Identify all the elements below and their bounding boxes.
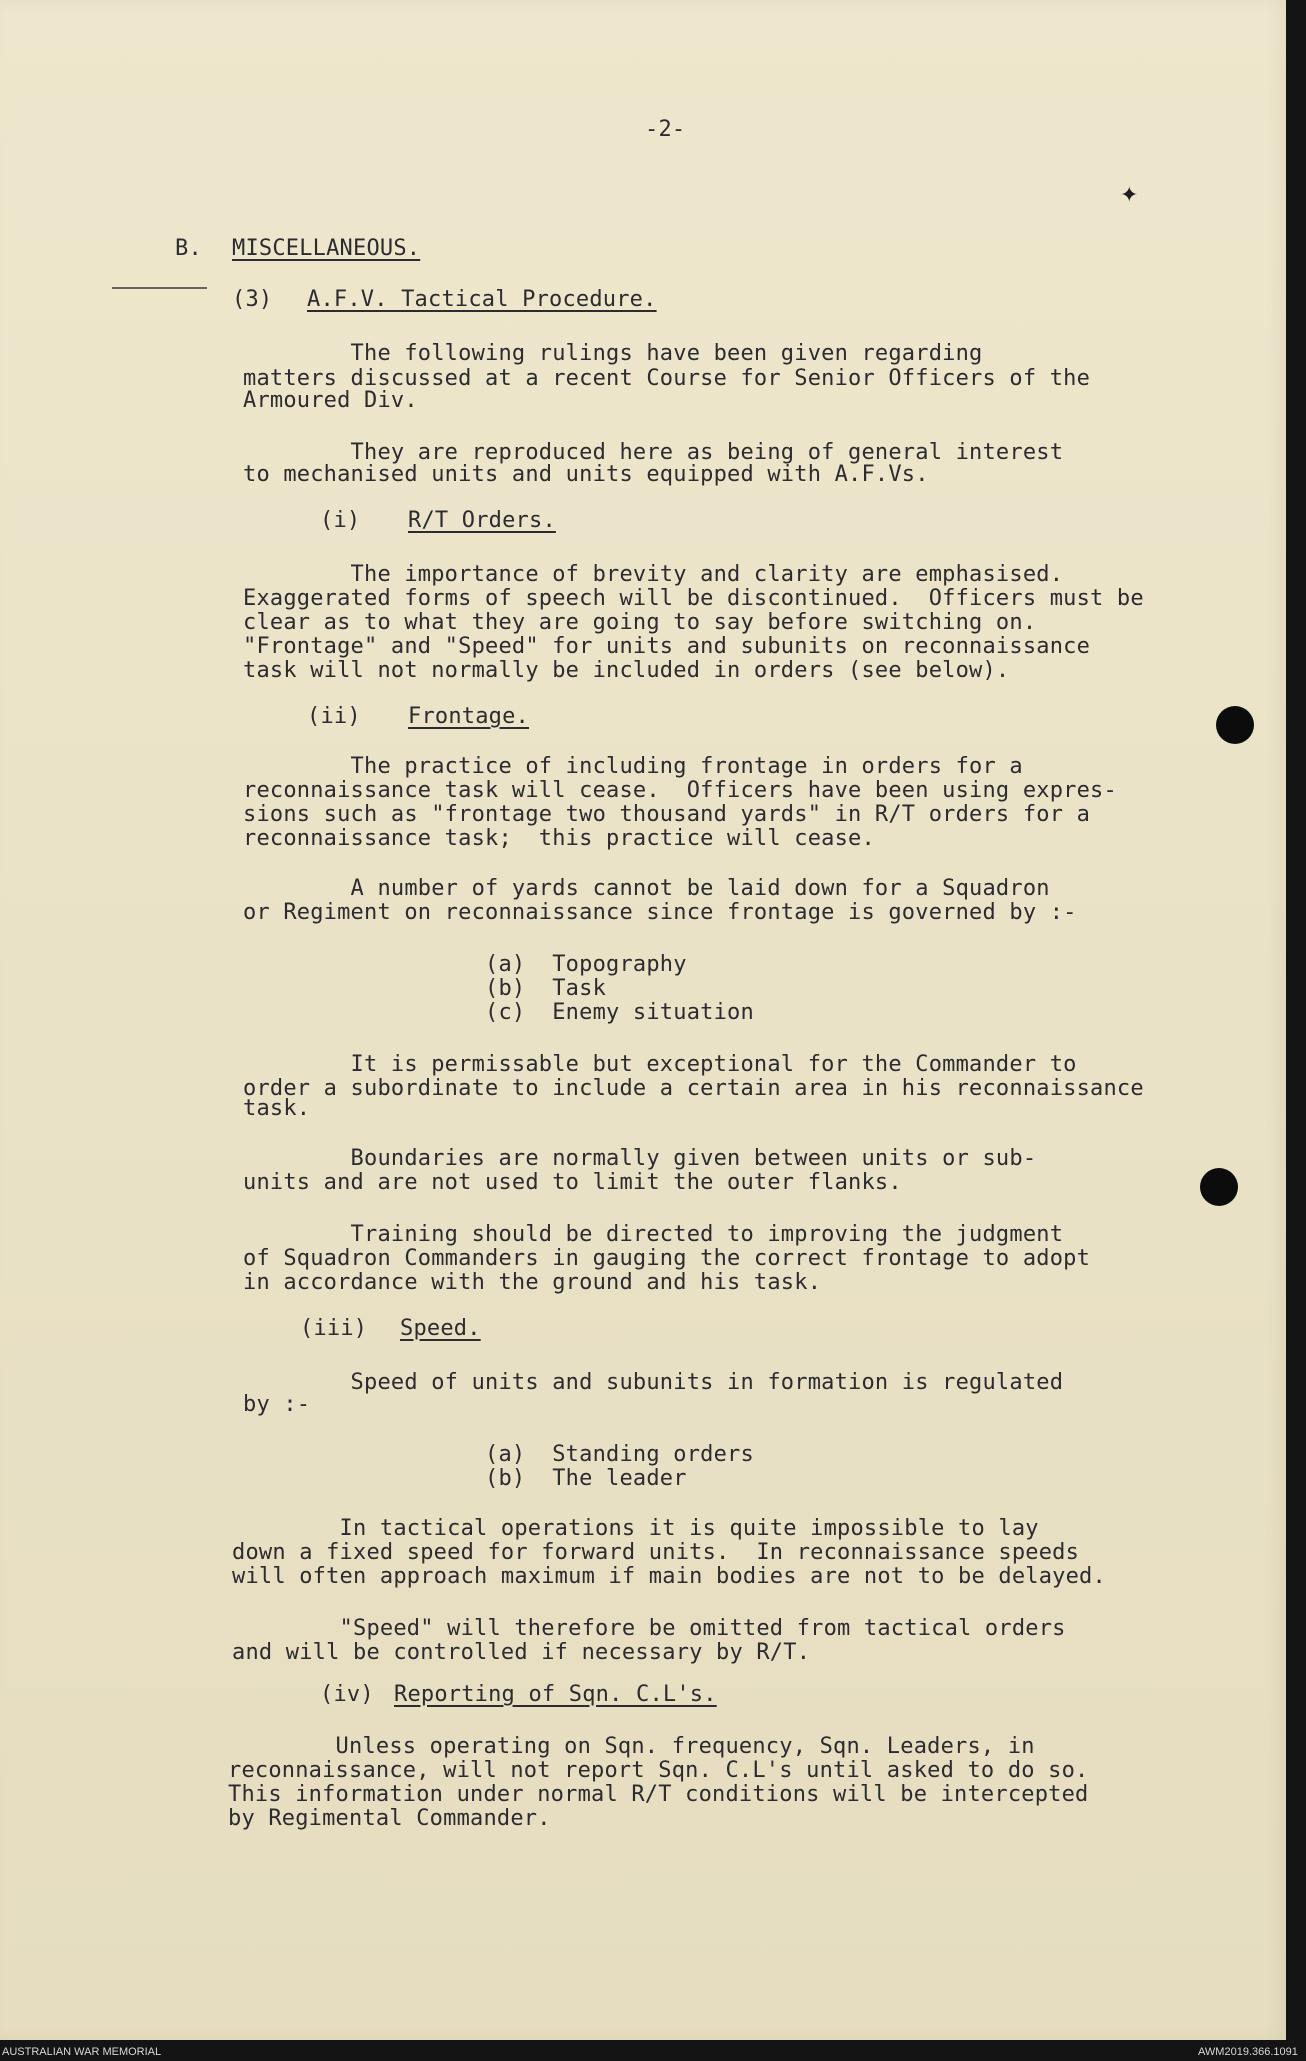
- footer-accession-number: AWM2019.366.1091: [1198, 2046, 1298, 2058]
- item-number: (3): [232, 287, 273, 312]
- list-item: (b) Task: [243, 976, 607, 1001]
- paragraph-line: by Regimental Commander.: [228, 1806, 551, 1831]
- paragraph-line: sions such as "frontage two thousand yards" in R/T orders for a: [243, 802, 1091, 827]
- subsection-title: Speed.: [400, 1316, 481, 1341]
- punch-hole: [1216, 706, 1254, 744]
- list-item: (c) Enemy situation: [243, 1000, 754, 1025]
- intro-line: matters discussed at a recent Course for Senior Officers of the: [243, 366, 1091, 391]
- paragraph-line: This information under normal R/T conditions will be intercepted: [228, 1782, 1089, 1807]
- paragraph-line: task.: [243, 1096, 311, 1121]
- paragraph-line: Unless operating on Sqn. frequency, Sqn. Leaders, in: [228, 1734, 1035, 1759]
- section-letter: B.: [175, 236, 202, 261]
- punch-hole: [1200, 1168, 1238, 1206]
- paragraph-line: reconnaissance, will not report Sqn. C.L's until asked to do so.: [228, 1758, 1089, 1783]
- paragraph-line: "Frontage" and "Speed" for units and subunits on reconnaissance: [243, 634, 1091, 659]
- subsection-number: (iii): [300, 1316, 368, 1341]
- intro2-line: to mechanised units and units equipped with A.F.Vs.: [243, 462, 929, 487]
- subsection-number: (i): [320, 508, 361, 533]
- paragraph-line: In tactical operations it is quite impossible to lay: [232, 1516, 1039, 1541]
- section-title: MISCELLANEOUS.: [232, 236, 421, 261]
- subsection-title: Frontage.: [408, 704, 530, 729]
- paragraph-line: or Regiment on reconnaissance since frontage is governed by :-: [243, 900, 1077, 925]
- paragraph-line: down a fixed speed for forward units. In reconnaissance speeds: [232, 1540, 1080, 1565]
- paragraph-line: reconnaissance task; this practice will cease.: [243, 826, 875, 851]
- paragraph-line: and will be controlled if necessary by R/T.: [232, 1640, 811, 1665]
- list-item: (a) Topography: [243, 952, 687, 977]
- paragraph-line: Training should be directed to improving the judgment: [243, 1222, 1064, 1247]
- margin-mark: [112, 287, 207, 289]
- paragraph-line: order a subordinate to include a certain area in his reconnaissance: [243, 1076, 1144, 1101]
- paragraph-line: of Squadron Commanders in gauging the correct frontage to adopt: [243, 1246, 1091, 1271]
- list-item: (a) Standing orders: [243, 1442, 754, 1467]
- paragraph-line: The practice of including frontage in orders for a: [243, 754, 1023, 779]
- subsection-number: (iv): [320, 1682, 374, 1707]
- intro-line: Armoured Div.: [243, 388, 418, 413]
- paragraph-line: will often approach maximum if main bodies are not to be delayed.: [232, 1564, 1106, 1589]
- paragraph-line: in accordance with the ground and his task.: [243, 1270, 822, 1295]
- paragraph-line: task will not normally be included in orders (see below).: [243, 658, 1010, 683]
- subsection-title: R/T Orders.: [408, 508, 556, 533]
- list-item: (b) The leader: [243, 1466, 687, 1491]
- subsection-title: Reporting of Sqn. C.L's.: [394, 1682, 717, 1707]
- paragraph-line: reconnaissance task will cease. Officers have been using expres-: [243, 778, 1117, 803]
- item-title: A.F.V. Tactical Procedure.: [307, 287, 657, 312]
- intro2-line: They are reproduced here as being of general interest: [243, 440, 1064, 465]
- paragraph-line: by :-: [243, 1392, 311, 1417]
- paragraph-line: Exaggerated forms of speech will be discontinued. Officers must be: [243, 586, 1144, 611]
- paragraph-line: units and are not used to limit the outer flanks.: [243, 1170, 902, 1195]
- intro-line: The following rulings have been given regarding: [243, 341, 983, 366]
- subsection-number: (ii): [307, 704, 361, 729]
- paragraph-line: It is permissable but exceptional for the Commander to: [243, 1052, 1077, 1077]
- paragraph-line: clear as to what they are going to say before switching on.: [243, 610, 1037, 635]
- paragraph-line: Speed of units and subunits in formation is regulated: [243, 1370, 1064, 1395]
- star-mark-icon: ✦: [1120, 183, 1139, 208]
- paragraph-line: "Speed" will therefore be omitted from tactical orders: [232, 1616, 1066, 1641]
- footer-credit: AUSTRALIAN WAR MEMORIAL: [2, 2046, 162, 2058]
- paragraph-line: The importance of brevity and clarity are emphasised.: [243, 562, 1064, 587]
- paragraph-line: A number of yards cannot be laid down for a Squadron: [243, 876, 1050, 901]
- page-number: -2-: [645, 117, 686, 142]
- paragraph-line: Boundaries are normally given between units or sub-: [243, 1146, 1037, 1171]
